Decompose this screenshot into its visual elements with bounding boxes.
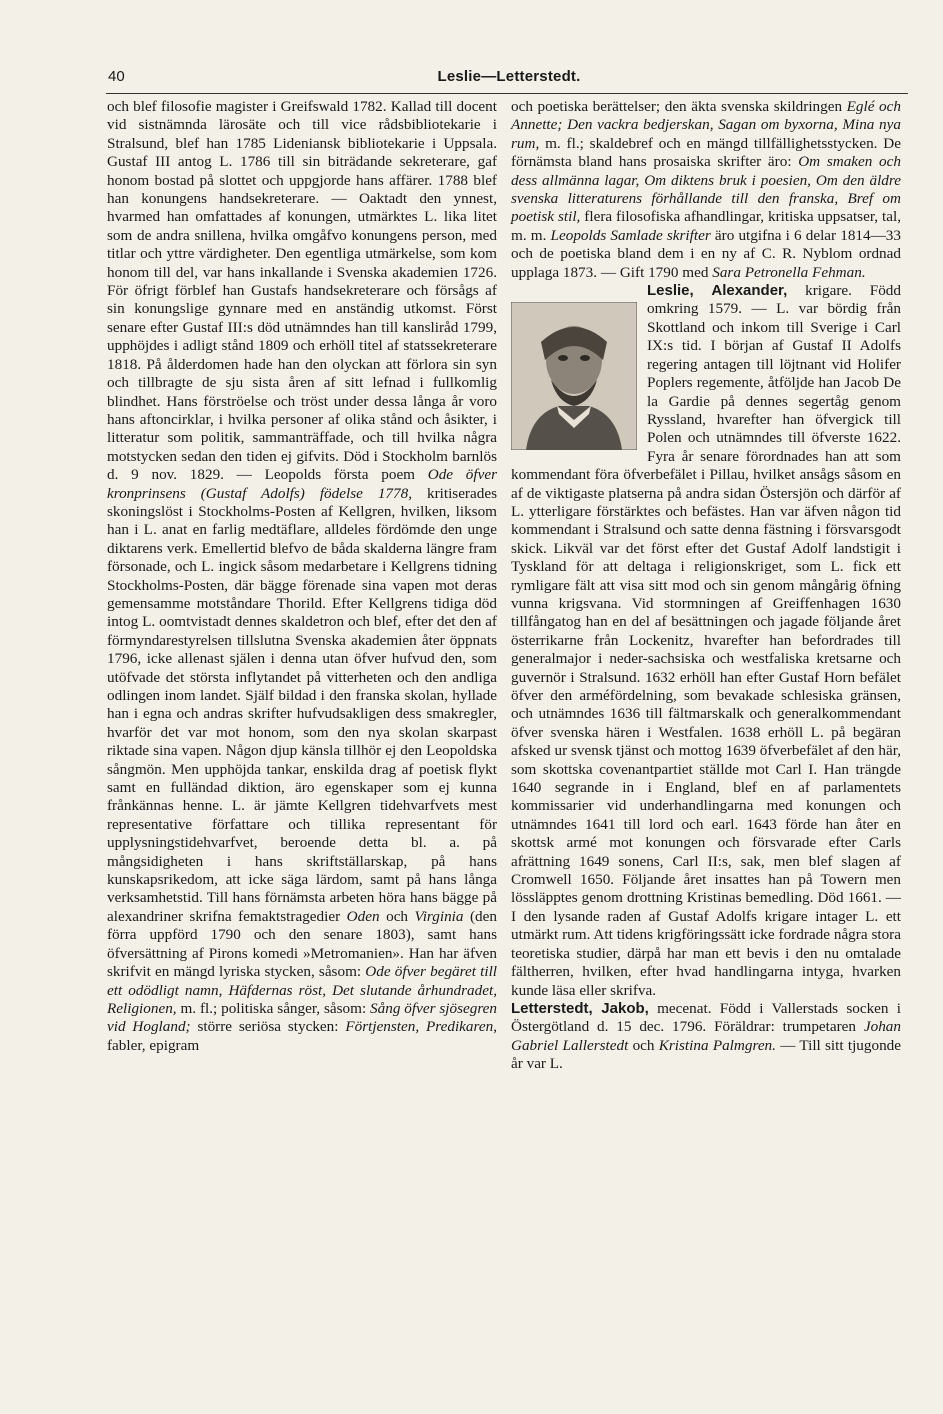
letterstedt-entry	[511, 1000, 901, 1074]
body-text: och poetiska berättelser; den äkta svenska skildringen	[511, 98, 847, 115]
body-text: m. fl.; politiska sånger, såsom:	[176, 999, 371, 1017]
body-text: flera filosofiska afhandlingar, kritiska uppsatser, tal, m. m.	[511, 208, 901, 244]
work-title: Eglé och Annette; Den vackra bedjerskan, Sagan om byxorna, Mina nya rum,	[511, 98, 901, 152]
work-title: Ode öfver kronprinsens (Gustaf Adolfs) födelse 1778,	[107, 466, 498, 502]
portrait-engraving	[511, 302, 637, 450]
work-title: Sång öfver sjösegren vid Hogland;	[107, 999, 497, 1036]
work-title: Virginia	[414, 907, 464, 925]
person-name: Johan Gabriel Lallerstedt	[511, 1018, 901, 1054]
body-text: fabler, epigram	[107, 1036, 200, 1054]
body-text: (den förra uppförd 1790 och den senare 1803), samt hans öfversättning af Pirons komedi »Metromanien». Han har äfven skrifvit en mängd lyriska stycken, såsom:	[107, 907, 497, 981]
work-title: Oden	[346, 907, 380, 925]
right-column	[511, 98, 901, 1074]
running-head: Leslie—Letterstedt.	[437, 68, 581, 85]
left-column	[107, 98, 497, 1055]
body-text: och blef filosofie magister i Greifswald 1782. Kallad till docent vid sistnämnda lärosäte och till vice rådsbibliotekarie i Stralsund, blef han 1785 Lideniansk bibliotekarie i Uppsala. Gustaf III antog L. 1786 till sin biträdande sekreterare, gaf honom bostad på slottet och uppgjorde hans affärer. 1788 blef han konungens handsekreterare. — Oaktadt den ynnest, hvarmed han omfattades af konungen, utmärktes L. lika litet som de andra snillena, hvilka omgåfvo konungens person, med titlar och yttre värdigheter. Den egentliga utmärkelse, som kom honom till del, var hans inkallande i Svenska akademien 1726. För öfrigt förblef han Gustafs handsekreterare och försågs af sin konungslige gynnare med en anständig utkomst. Först senare efter Gustaf III:s död utnämndes han till kansliråd 1799, upphöjdes i adligt stånd 1809 och erhöll titel af statssekreterare 1818. På ålderdomen hade han den olyckan att förlora sin syn och tillbragte de sju sista åren af sitt lefnad i fullkomlig blindhet. Hans förströelse och tröst under dessa långa år voro hans aftoncirklar, i hvilka personer af olika stånd och åsikter, i litteratur som politik, sammanträffade, och till hvilka några motstycken sedan den tiden ej gifvits. Död i Stockholm barnlös d. 9 nov. 1829. — Leopolds första poem	[107, 98, 497, 484]
body-text: äro utgifna i 6 delar 1814—33 och de poetiska bland dem i en ny af C. R. Nyblom ordnad upplaga 1873. — Gift 1790 med	[511, 226, 901, 281]
page-header	[104, 68, 914, 92]
person-name: Kristina Palmgren.	[658, 1036, 776, 1054]
body-text: och	[628, 1036, 659, 1054]
leopold-entry-continuation	[107, 98, 497, 1055]
work-title: Leopolds Samlade skrifter	[550, 226, 711, 244]
person-name: Sara Petronella Fehman.	[712, 263, 866, 281]
work-title: Ode öfver begäret till ett odödligt namn, Häfdernas röst, Det slutande århundradet, Religionen,	[107, 963, 498, 1017]
work-title: Förtjensten, Predikaren,	[345, 1018, 497, 1036]
entry-headword: Leslie, Alexander,	[647, 282, 788, 300]
leopold-entry-end	[511, 98, 901, 282]
body-text: och	[379, 907, 415, 925]
work-title: Om smaken och dess allmänna lagar, Om diktens bruk i poesien, Om den äldre svenska litteraturens förhållande till den franska, Bref om poetisk stil,	[511, 153, 901, 226]
body-text: m. fl.; skaldebref och en mängd tillfällighetsstycken. De förnämsta bland hans prosaiska skrifter äro:	[511, 134, 901, 171]
page-number: 40	[108, 68, 125, 85]
body-text: större seriösa stycken:	[190, 1018, 346, 1036]
entry-headword: Letterstedt, Jakob,	[511, 999, 649, 1017]
body-text: kritiserades skoningslöst i Stockholms-Posten af Kellgren, hvilken, liksom han i L. anat en farlig medtäflare, alldeles fördömde den unge diktarens verk. Emellertid blefvo de båda skalderna längre fram försonade, och L. ingick såsom medarbetare i Kellgrens tidning Stockholms-Posten, där bägge förenade sina vapen mot deras gemensamme motståndare Thorild. Efter Kellgrens tidiga död intog L. oomtvistadt dennes skaldetron och blef, efter det den af förmyndarestyrelsen tillslutna Svenska akademien åter öppnats 1796, icke allenast själen i denna utan öfver hufvud den, som utöfvade det största inflytandet på vitterheten och den andliga odlingen inom landet. Själf bildad i den franska skolan, hyllade han i egna och andras skrifter hufvudsakligen dess smakregler, hvarför det var mot honom, som den nya skolan skarpast riktade sina vapen. Någon djup känsla tillhör ej den Leopoldska sångmön. Men upphöjda tankar, enskilda drag af poetisk flykt samt en fulländad diktion, äro egenskaper som ej kunna frånkännas henne. L. är jämte Kellgren tidehvarfvets mest representative författare och tillika representant för upplysningstidehvarfvet, beroende detta bl. a. på mångsidigheten i hans skriftställarskap, på hans kunskapsrikedom, att icke säga lärdom, samt på hans långa verksamhetstid. Till hans förnämsta arbeten höra hans bägge på alexandriner skrifna femaktstragedier	[107, 484, 497, 925]
header-rule	[106, 93, 908, 94]
portrait-image	[511, 302, 637, 450]
leslie-entry	[511, 282, 901, 1000]
body-text: — Till sitt tjugonde år var L.	[511, 1036, 901, 1073]
body-text: krigare. Född omkring 1579. — L. var bördig från Skottland och inkom till Sverige i Carl IX:s tid. I början af Gustaf II Adolfs regering antagen till löjtnant vid Holifer Poplers regemente, åtföljde han Jacob De la Gardie på dennes segertåg genom Ryssland, hvarefter han öfvergick till Polen och utnämndes till öfverste 1622. Fyra år senare förordnades han att som kommendant föra öfverbefälet i Pillau, hvilket ansågs såsom en af de viktigaste platserna på andra sidan Östersjön och därför af L. ytterligare förstärktes och befästes. Han var äfven någon tid kommendant i Stralsund och satte denna fästning i försvarsgodt skick. Likväl var det först efter det Gustaf Adolf landstigit i Tyskland för att deltaga i religionskriget, som L. fick ett rymligare fält att visa sitt mod och sin genom mångårig öfning vunna krigsvana. Vid stormningen af Greiffenhagen 1630 tillfångatog han en del af besättningen och jagade följande året österrikarne från Lockenitz, hvarefter han befordrades till generalmajor i neder-sachsiska och westfaliska kretsarne och guvernör i Stralsund. 1632 erhöll han efter Gustaf Horn befälet öfver den arméfördelning, som bevakade schlesiska gränsen, och utnämndes 1636 till fältmarskalk och generalkommendant öfver svenska hären i Westfalen. 1638 erhöll L. på begäran afsked ur svensk tjänst och mottog 1639 öfverbefälet af den här, som skottska covenantpartiet ställde mot Carl I. Han trängde 1640 segrande in i England, blef en af parlamentets kommissarier vid underhandlingarna med konungen och utnämndes 1641 till lord och earl. 1643 förde han åter en skottsk armé mot konungen och försvarade efter Carls afrättning 1649 sonens, Carl II:s, sak, men blef slagen af Cromwell 1650. Följande året insattes han på Towern men lössläpptes genom drottning Kristinas bemedling. Död 1661. — I den lysande raden af Gustaf Adolfs krigare intager L. ett utmärkt rum. Att tidens krigföringssätt icke fordrade några stora teoretiska studier, därpå har man ett bevis i den nu omtalade fältherren, hvilken, efter hvad handlingarna intyga, hvarken kunde läsa eller skrifva.	[511, 282, 901, 999]
body-text: mecenat. Född i Vallerstads socken i Östergötland d. 15 dec. 1796. Föräldrar: trumpetaren	[511, 999, 902, 1036]
